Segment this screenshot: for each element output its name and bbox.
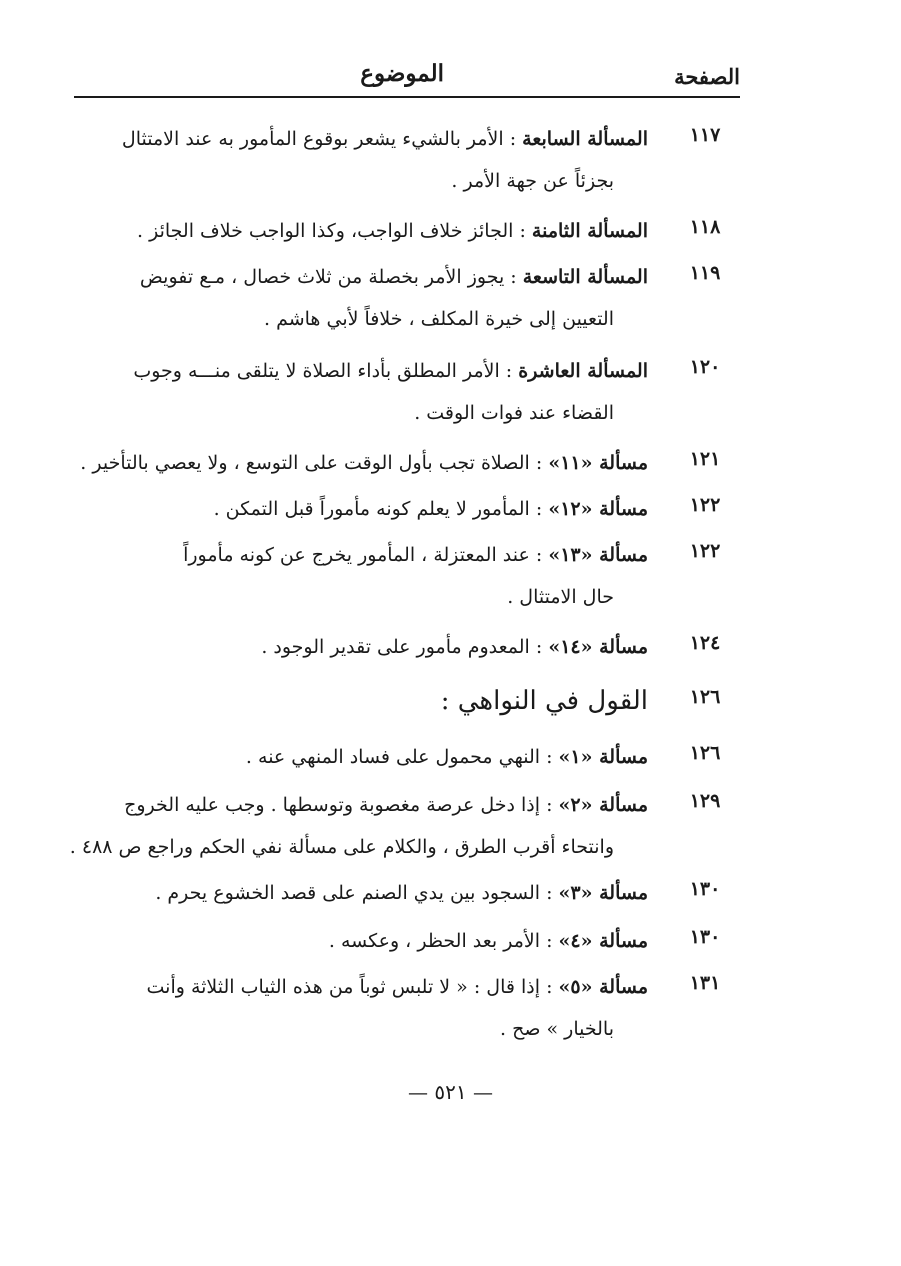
entry-heading: مسألة «٥» xyxy=(558,976,648,998)
entry-line-1: الأمر بالشيء يشعر بوقوع المأمور به عند الامتثال xyxy=(121,128,504,150)
entry-line-2: بالخيار » صح . xyxy=(499,1018,614,1040)
entry-page-number: ١١٧ xyxy=(689,124,721,146)
entry-page-number: ١٢٤ xyxy=(689,632,721,654)
entry-heading: مسألة «٣» xyxy=(558,882,648,904)
entry-heading: مسألة «٤» xyxy=(558,930,648,952)
entry-text xyxy=(74,872,648,914)
entry-separator: : xyxy=(540,976,559,998)
entry-page-number: ١٢٩ xyxy=(689,790,721,812)
entry-line-2: القضاء عند فوات الوقت . xyxy=(414,402,614,424)
entry-page-number: ١١٩ xyxy=(689,262,721,284)
entry-page-number: ١٣٠ xyxy=(689,878,721,900)
entry-separator: : xyxy=(540,882,559,904)
entry-page-number: ١٢٦ xyxy=(689,686,721,708)
entry-separator: : xyxy=(529,636,549,658)
entry-separator: : xyxy=(529,498,549,520)
entry-heading: مسألة «١٤» xyxy=(548,636,648,658)
entry-text xyxy=(74,966,648,1050)
entry-line-1: المأمور لا يعلم كونه مأموراً قبل التمكن . xyxy=(213,498,530,520)
entry-line-2: حال الامتثال . xyxy=(507,586,614,608)
entry-text xyxy=(74,488,648,530)
entry-line-1: النهي محمول على فساد المنهي عنه . xyxy=(245,746,541,768)
entry-line-1: إذا قال : « لا تلبس ثوباً من هذه الثياب الثلاثة وأنت xyxy=(146,976,541,998)
entry-text xyxy=(74,118,648,202)
entry-separator: : xyxy=(513,220,532,242)
header-divider xyxy=(74,96,740,98)
entry-line-2: وانتحاء أقرب الطرق ، والكلام على مسألة نفي الحكم وراجع ص ٤٨٨ . xyxy=(69,836,614,858)
entry-line-1: الأمر المطلق بأداء الصلاة لا يتلقى منـــه وجوب xyxy=(133,360,500,382)
entry-line-1: الصلاة تجب بأول الوقت على التوسع ، ولا يعصي بالتأخير . xyxy=(80,452,530,474)
entry-separator: : xyxy=(540,930,559,952)
entry-page-number: ١٢٢ xyxy=(689,540,721,562)
entry-line-1: السجود بين يدي الصنم على قصد الخشوع يحرم . xyxy=(155,882,541,904)
entry-separator: : xyxy=(499,360,519,382)
entry-page-number: ١٣١ xyxy=(689,972,721,994)
entry-separator: : xyxy=(529,452,549,474)
section-title: القول في النواهي : xyxy=(440,686,648,716)
entry-line-2: التعيين إلى خيرة المكلف ، خلافاً لأبي هاشم . xyxy=(264,308,614,330)
entry-line-1: الأمر بعد الحظر ، وعكسه . xyxy=(328,930,541,952)
entry-line-1: المعدوم مأمور على تقدير الوجود . xyxy=(261,636,530,658)
table-header xyxy=(74,56,740,96)
entry-separator: : xyxy=(529,544,549,566)
entry-line-1: عند المعتزلة ، المأمور يخرج عن كونه مأموراً xyxy=(183,544,530,566)
entry-line-1: الجائز خلاف الواجب، وكذا الواجب خلاف الجائز . xyxy=(137,220,514,242)
entry-text xyxy=(74,256,648,340)
entry-text xyxy=(74,442,648,484)
entry-separator: : xyxy=(540,746,559,768)
entry-text xyxy=(74,920,648,962)
entry-page-number: ١٢٢ xyxy=(689,494,721,516)
entry-separator: : xyxy=(504,266,523,288)
entry-page-number: ١٢٦ xyxy=(689,742,721,764)
entry-text xyxy=(74,534,648,618)
entry-heading: مسألة «١٣» xyxy=(548,544,648,566)
entry-separator: : xyxy=(503,128,523,150)
entry-text xyxy=(74,210,648,252)
entry-heading: مسألة «١» xyxy=(558,746,648,768)
topic-column-label: الموضوع xyxy=(360,60,444,87)
entry-line-1: يجوز الأمر بخصلة من ثلاث خصال ، مـع تفويض xyxy=(139,266,505,288)
entry-heading: مسألة «١٢» xyxy=(548,498,648,520)
entry-page-number: ١٣٠ xyxy=(689,926,721,948)
entry-text xyxy=(74,350,648,434)
entry-separator: : xyxy=(540,794,559,816)
entry-line-2: بجزئاً عن جهة الأمر . xyxy=(451,170,614,192)
entry-heading: المسألة السابعة xyxy=(522,128,648,150)
entry-line-1: إذا دخل عرصة مغصوبة وتوسطها . وجب عليه الخروج xyxy=(124,794,541,816)
entry-text xyxy=(74,736,648,778)
entry-page-number: ١١٨ xyxy=(689,216,721,238)
entry-text xyxy=(69,784,648,868)
page-footer-number: — ٥٢١ — xyxy=(408,1080,493,1104)
entry-heading: المسألة التاسعة xyxy=(522,266,648,288)
entry-heading: مسألة «٢» xyxy=(558,794,648,816)
entry-page-number: ١٢٠ xyxy=(689,356,721,378)
entry-page-number: ١٢١ xyxy=(689,448,721,470)
entry-heading: المسألة العاشرة xyxy=(518,360,648,382)
entry-heading: المسألة الثامنة xyxy=(531,220,648,242)
page-column-label: الصفحة xyxy=(674,64,740,89)
entry-text xyxy=(74,626,648,668)
entry-text xyxy=(74,680,648,724)
entry-heading: مسألة «١١» xyxy=(548,452,648,474)
